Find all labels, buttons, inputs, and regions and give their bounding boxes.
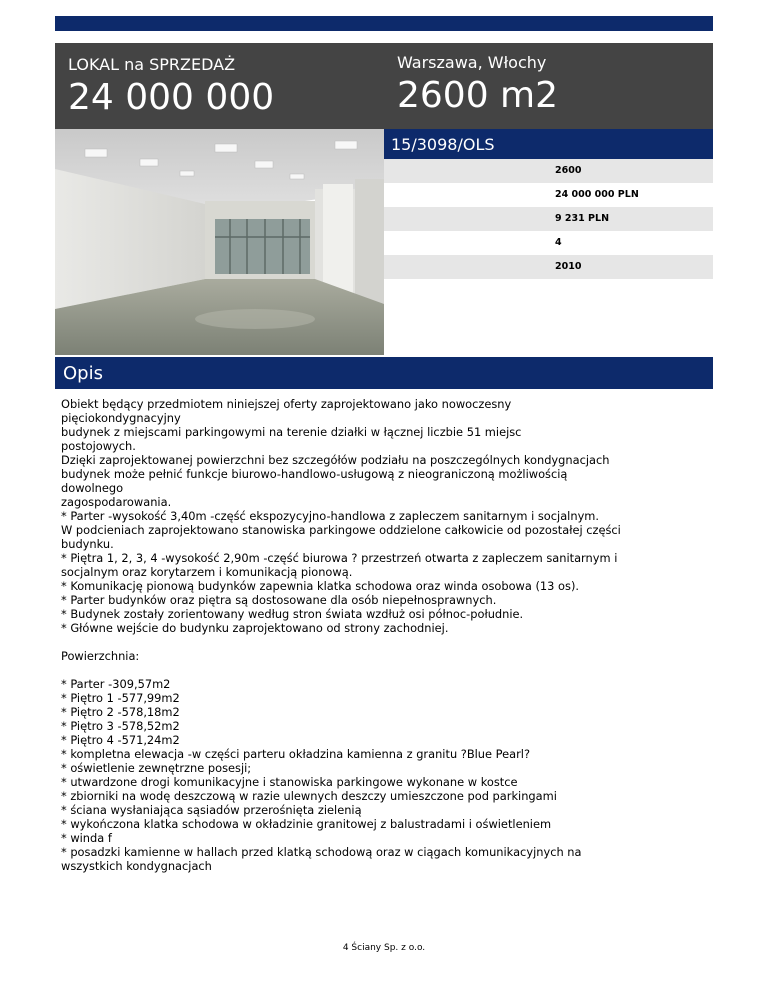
description-line bbox=[61, 635, 709, 649]
description-line: * oświetlenie zewnętrzne posesji; bbox=[61, 761, 252, 775]
description-line: * Parter budynków oraz piętra są dostosowane dla osób niepełnosprawnych. bbox=[61, 593, 497, 607]
description-text bbox=[61, 397, 709, 873]
description-line: * Piętro 3 -578,52m2 bbox=[61, 719, 180, 733]
description-line: * zbiorniki na wodę deszczową w razie ulewnych deszczy umieszczone pod parkingami bbox=[61, 789, 557, 803]
offer-reference: 15/3098/OLS bbox=[384, 129, 713, 159]
description-line: budynek może pełnić funkcje biurowo-handlowo-usługową z nieograniczoną możliwością bbox=[61, 467, 568, 481]
description-line: * Piętro 4 -571,24m2 bbox=[61, 733, 180, 747]
description-line: * posadzki kamienne w hallach przed klatką schodową oraz w ciągach komunikacyjnych na bbox=[61, 845, 582, 859]
detail-row-price-per-m2: 9 231 PLN bbox=[384, 207, 713, 231]
offer-header bbox=[55, 43, 713, 129]
description-line: * winda f bbox=[61, 831, 112, 845]
description-line: wszystkich kondygnacjach bbox=[61, 859, 212, 873]
header-left bbox=[68, 55, 274, 119]
description-line: zagospodarowania. bbox=[61, 495, 172, 509]
description-line: * Komunikację pionową budynków zapewnia klatka schodowa oraz winda osobowa (13 os). bbox=[61, 579, 580, 593]
header-right bbox=[397, 53, 558, 117]
property-photo bbox=[55, 129, 384, 355]
description-line: * Parter -309,57m2 bbox=[61, 677, 171, 691]
description-line: dowolnego bbox=[61, 481, 124, 495]
description-line: * Budynek zostały zorientowany według stron świata wzdłuż osi północ-południe. bbox=[61, 607, 524, 621]
description-line: * ściana wysłaniająca sąsiadów przerośnięta zielenią bbox=[61, 803, 362, 817]
offer-area: 2600 m2 bbox=[397, 75, 559, 116]
description-line: Obiekt będący przedmiotem niniejszej oferty zaprojektowano jako nowoczesny bbox=[61, 397, 512, 411]
description-line: * Piętro 1 -577,99m2 bbox=[61, 691, 180, 705]
description-line: * Główne wejście do budynku zaprojektowano od strony zachodniej. bbox=[61, 621, 449, 635]
detail-row-price: 24 000 000 PLN bbox=[555, 189, 639, 200]
description-line bbox=[61, 663, 709, 677]
details-table bbox=[384, 159, 713, 279]
description-section-title: Opis bbox=[55, 357, 713, 389]
description-line: * Piętro 2 -578,18m2 bbox=[61, 705, 180, 719]
detail-row-area: 2600 bbox=[384, 159, 713, 183]
detail-row-year: 2010 bbox=[384, 255, 713, 279]
description-line: pięciokondygnacyjny bbox=[61, 411, 181, 425]
offer-location: Warszawa, Włochy bbox=[397, 53, 547, 72]
description-line: budynek z miejscami parkingowymi na terenie działki w łącznej liczbie 51 miejsc bbox=[61, 425, 522, 439]
top-accent-bar bbox=[55, 16, 713, 31]
description-line: Dzięki zaprojektowanej powierzchni bez szczegółów podziału na poszczególnych kondygnacjach bbox=[61, 453, 610, 467]
description-line: * kompletna elewacja -w części parteru okładzina kamienna z granitu ?Blue Pearl? bbox=[61, 747, 530, 761]
description-line: * Piętra 1, 2, 3, 4 -wysokość 2,90m -część biurowa ? przestrzeń otwarta z zapleczem sanitarnym i bbox=[61, 551, 618, 565]
description-line: budynku. bbox=[61, 537, 114, 551]
offer-price: 24 000 000 bbox=[68, 77, 275, 118]
description-line: W podcieniach zaprojektowano stanowiska parkingowe oddzielone całkowicie od pozostałej części bbox=[61, 523, 621, 537]
offer-type-label: LOKAL na SPRZEDAŻ bbox=[68, 55, 236, 74]
description-line: Powierzchnia: bbox=[61, 649, 140, 663]
description-line: * wykończona klatka schodowa w okładzinie granitowej z balustradami i oświetleniem bbox=[61, 817, 552, 831]
detail-row-floors: 4 bbox=[555, 237, 562, 248]
description-line: postojowych. bbox=[61, 439, 136, 453]
description-line: socjalnym oraz korytarzem i komunikacją pionową. bbox=[61, 565, 353, 579]
description-line: * utwardzone drogi komunikacyjne i stanowiska parkingowe wykonane w kostce bbox=[61, 775, 518, 789]
footer-company: 4 Ściany Sp. z o.o. bbox=[342, 943, 426, 953]
description-line: * Parter -wysokość 3,40m -część ekspozycyjno-handlowa z zapleczem sanitarnym i socjalnym. bbox=[61, 509, 600, 523]
